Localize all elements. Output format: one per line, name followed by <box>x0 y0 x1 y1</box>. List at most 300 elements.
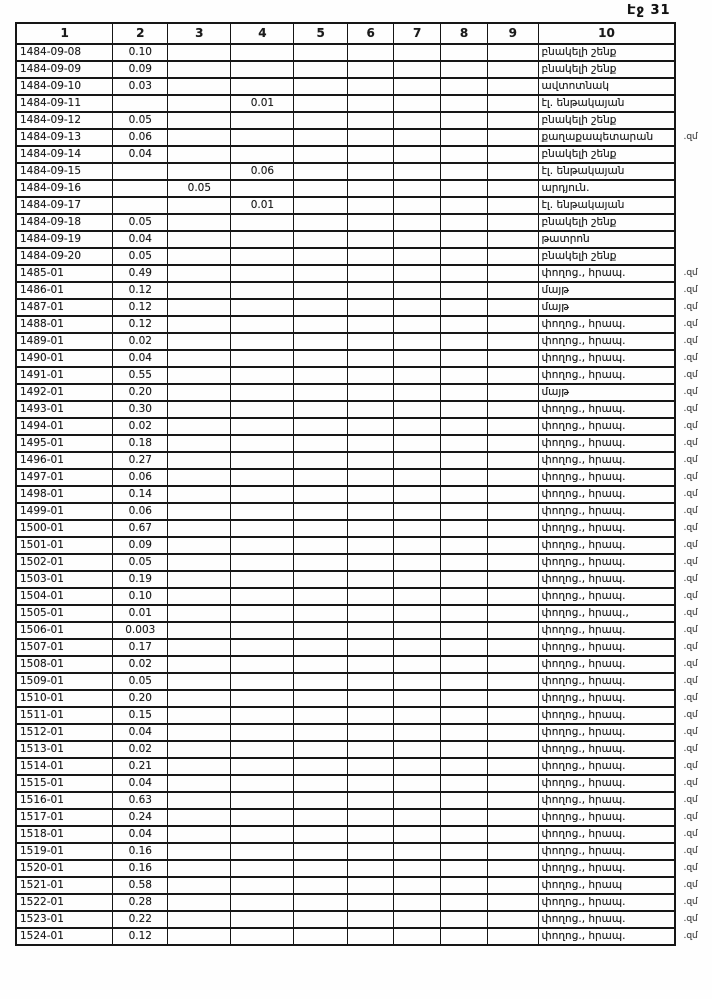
value-col2-cell: 0.24 <box>113 809 168 826</box>
value-col2-cell: 0.05 <box>113 554 168 571</box>
empty-cell <box>488 741 538 758</box>
table-row <box>16 452 711 469</box>
table-row <box>16 520 711 537</box>
empty-cell <box>394 741 440 758</box>
margin-mark <box>675 231 711 248</box>
empty-cell <box>394 775 440 792</box>
margin-mark: .զմ <box>683 387 698 397</box>
parcel-id-cell: 1486-01 <box>16 282 113 299</box>
margin-mark <box>675 112 711 129</box>
value-col2-cell: 0.04 <box>113 231 168 248</box>
parcel-id-cell: 1489-01 <box>16 333 113 350</box>
empty-cell <box>488 554 538 571</box>
value-col4-cell <box>231 282 294 299</box>
value-col2-cell: 0.55 <box>113 367 168 384</box>
value-col2-cell: 0.20 <box>113 690 168 707</box>
value-col4-cell <box>231 554 294 571</box>
table-row <box>16 741 711 758</box>
empty-cell <box>347 894 393 911</box>
value-col2-cell: 0.02 <box>113 418 168 435</box>
empty-cell <box>440 639 487 656</box>
parcel-id-cell: 1494-01 <box>16 418 113 435</box>
description-cell: փողոց., հրապ. <box>538 809 675 826</box>
empty-cell <box>440 554 487 571</box>
empty-cell <box>294 724 348 741</box>
empty-cell <box>488 129 538 146</box>
empty-cell <box>394 520 440 537</box>
value-col4-cell <box>231 435 294 452</box>
description-cell: քաղաքապետարան <box>538 129 675 146</box>
value-col2-cell: 0.02 <box>113 741 168 758</box>
empty-cell <box>440 129 487 146</box>
value-col2-cell: 0.05 <box>113 112 168 129</box>
value-col4-cell <box>231 520 294 537</box>
table-row <box>16 690 711 707</box>
margin-mark <box>675 163 711 180</box>
empty-cell <box>294 877 348 894</box>
empty-cell <box>394 843 440 860</box>
value-col2-cell: 0.10 <box>113 588 168 605</box>
empty-cell <box>294 163 348 180</box>
value-col3-cell <box>168 554 231 571</box>
value-col3-cell <box>168 350 231 367</box>
empty-cell <box>347 316 393 333</box>
value-col2-cell: 0.63 <box>113 792 168 809</box>
empty-cell <box>347 537 393 554</box>
parcel-id-cell: 1517-01 <box>16 809 113 826</box>
description-cell: արդյուն. <box>538 180 675 197</box>
value-col3-cell <box>168 401 231 418</box>
empty-cell <box>394 163 440 180</box>
empty-cell <box>440 231 487 248</box>
value-col3-cell <box>168 911 231 928</box>
value-col3-cell <box>168 826 231 843</box>
value-col3-cell <box>168 758 231 775</box>
margin-mark: .զմ <box>683 336 698 346</box>
column-header-1: 1 <box>16 23 113 44</box>
table-row <box>16 860 711 877</box>
value-col4-cell <box>231 792 294 809</box>
value-col3-cell <box>168 299 231 316</box>
table-row <box>16 350 711 367</box>
description-cell: փողոց., հրապ. <box>538 503 675 520</box>
empty-cell <box>394 435 440 452</box>
empty-cell <box>394 333 440 350</box>
value-col3-cell <box>168 248 231 265</box>
empty-cell <box>347 78 393 95</box>
empty-cell <box>488 316 538 333</box>
empty-cell <box>488 877 538 894</box>
empty-cell <box>294 333 348 350</box>
empty-cell <box>488 928 538 945</box>
margin-mark <box>675 248 711 265</box>
parcel-id-cell: 1497-01 <box>16 469 113 486</box>
empty-cell <box>347 588 393 605</box>
margin-mark: .զմ <box>683 710 698 720</box>
empty-cell <box>347 707 393 724</box>
parcel-id-cell: 1519-01 <box>16 843 113 860</box>
empty-cell <box>394 129 440 146</box>
value-col4-cell <box>231 316 294 333</box>
margin-mark <box>675 214 711 231</box>
value-col3-cell <box>168 741 231 758</box>
description-cell: փողոց., հրապ. <box>538 741 675 758</box>
empty-cell <box>394 112 440 129</box>
empty-cell <box>488 78 538 95</box>
empty-cell <box>347 520 393 537</box>
value-col2-cell: 0.06 <box>113 503 168 520</box>
margin-mark: .զմ <box>683 506 698 516</box>
value-col4-cell <box>231 622 294 639</box>
table-header-row <box>16 23 711 44</box>
value-col4-cell <box>231 673 294 690</box>
margin-mark: .զմ <box>683 540 698 550</box>
empty-cell <box>347 605 393 622</box>
empty-cell <box>294 758 348 775</box>
parcel-id-cell: 1484-09-09 <box>16 61 113 78</box>
parcel-id-cell: 1504-01 <box>16 588 113 605</box>
empty-cell <box>440 95 487 112</box>
empty-cell <box>294 792 348 809</box>
table-row <box>16 673 711 690</box>
empty-cell <box>294 486 348 503</box>
description-cell: փողոց., հրապ. <box>538 435 675 452</box>
empty-cell <box>440 775 487 792</box>
empty-cell <box>440 673 487 690</box>
margin-mark: .զմ <box>683 642 698 652</box>
parcel-id-cell: 1499-01 <box>16 503 113 520</box>
value-col3-cell <box>168 639 231 656</box>
value-col3-cell <box>168 843 231 860</box>
value-col3-cell <box>168 877 231 894</box>
empty-cell <box>488 656 538 673</box>
empty-cell <box>347 724 393 741</box>
empty-cell <box>394 503 440 520</box>
empty-cell <box>294 350 348 367</box>
empty-cell <box>294 248 348 265</box>
value-col2-cell: 0.30 <box>113 401 168 418</box>
value-col4-cell <box>231 486 294 503</box>
description-cell: փողոց., հրապ. <box>538 452 675 469</box>
empty-cell <box>394 452 440 469</box>
empty-cell <box>488 792 538 809</box>
value-col3-cell <box>168 435 231 452</box>
table-row <box>16 758 711 775</box>
empty-cell <box>440 435 487 452</box>
value-col3-cell <box>168 78 231 95</box>
empty-cell <box>440 163 487 180</box>
empty-cell <box>347 384 393 401</box>
value-col2-cell: 0.003 <box>113 622 168 639</box>
empty-cell <box>294 231 348 248</box>
empty-cell <box>488 588 538 605</box>
parcel-id-cell: 1488-01 <box>16 316 113 333</box>
empty-cell <box>394 639 440 656</box>
empty-cell <box>488 367 538 384</box>
margin-mark: .զմ <box>683 132 698 142</box>
column-header-8: 8 <box>440 23 487 44</box>
margin-mark: .զմ <box>683 455 698 465</box>
empty-cell <box>488 775 538 792</box>
empty-cell <box>294 928 348 945</box>
parcel-id-cell: 1484-09-10 <box>16 78 113 95</box>
description-cell: փողոց., հրապ. <box>538 588 675 605</box>
empty-cell <box>440 265 487 282</box>
empty-cell <box>488 180 538 197</box>
margin-mark: .զմ <box>683 523 698 533</box>
empty-cell <box>440 877 487 894</box>
value-col4-cell <box>231 724 294 741</box>
value-col4-cell <box>231 333 294 350</box>
description-cell: փողոց., հրապ. <box>538 690 675 707</box>
parcel-id-cell: 1485-01 <box>16 265 113 282</box>
empty-cell <box>440 214 487 231</box>
empty-cell <box>440 112 487 129</box>
empty-cell <box>347 690 393 707</box>
margin-mark: .զմ <box>683 727 698 737</box>
parcel-id-cell: 1510-01 <box>16 690 113 707</box>
empty-cell <box>488 571 538 588</box>
empty-cell <box>394 605 440 622</box>
empty-cell <box>440 588 487 605</box>
empty-cell <box>394 537 440 554</box>
value-col2-cell: 0.12 <box>113 282 168 299</box>
empty-cell <box>440 469 487 486</box>
margin-mark: .զմ <box>683 608 698 618</box>
empty-cell <box>440 486 487 503</box>
description-cell: փողոց., հրապ. <box>538 265 675 282</box>
margin-mark: .զմ <box>683 812 698 822</box>
value-col2-cell: 0.67 <box>113 520 168 537</box>
description-cell: մայթ <box>538 282 675 299</box>
value-col2-cell: 0.10 <box>113 44 168 61</box>
table-row <box>16 486 711 503</box>
empty-cell <box>440 758 487 775</box>
column-header-3: 3 <box>168 23 231 44</box>
value-col4-cell <box>231 690 294 707</box>
margin-mark: .զմ <box>683 676 698 686</box>
value-col2-cell <box>113 163 168 180</box>
empty-cell <box>394 282 440 299</box>
description-cell: փողոց., հրապ. <box>538 707 675 724</box>
parcel-id-cell: 1514-01 <box>16 758 113 775</box>
empty-cell <box>394 792 440 809</box>
description-cell: փողոց., հրապ. <box>538 826 675 843</box>
empty-cell <box>347 367 393 384</box>
table-row <box>16 843 711 860</box>
value-col4-cell <box>231 503 294 520</box>
empty-cell <box>347 129 393 146</box>
parcel-id-cell: 1521-01 <box>16 877 113 894</box>
description-cell: փողոց., հրապ. <box>538 486 675 503</box>
description-cell: բնակելի շենք <box>538 44 675 61</box>
empty-cell <box>440 299 487 316</box>
description-cell: էլ. ենթակայան <box>538 95 675 112</box>
column-header-4: 4 <box>231 23 294 44</box>
empty-cell <box>294 384 348 401</box>
empty-cell <box>440 571 487 588</box>
empty-cell <box>488 758 538 775</box>
value-col2-cell: 0.04 <box>113 146 168 163</box>
empty-cell <box>440 78 487 95</box>
empty-cell <box>294 197 348 214</box>
empty-cell <box>347 877 393 894</box>
margin-mark: .զմ <box>683 931 698 941</box>
table-row <box>16 877 711 894</box>
parcel-id-cell: 1520-01 <box>16 860 113 877</box>
value-col2-cell: 0.12 <box>113 316 168 333</box>
value-col2-cell: 0.18 <box>113 435 168 452</box>
empty-cell <box>440 843 487 860</box>
description-cell: փողոց., հրապ. <box>538 928 675 945</box>
empty-cell <box>440 520 487 537</box>
value-col3-cell <box>168 622 231 639</box>
table-row <box>16 639 711 656</box>
table-row <box>16 401 711 418</box>
description-cell: բնակելի շենք <box>538 214 675 231</box>
value-col4-cell <box>231 775 294 792</box>
value-col2-cell: 0.05 <box>113 248 168 265</box>
value-col2-cell <box>113 180 168 197</box>
empty-cell <box>294 673 348 690</box>
table-row <box>16 214 711 231</box>
empty-cell <box>394 894 440 911</box>
parcel-id-cell: 1512-01 <box>16 724 113 741</box>
value-col4-cell: 0.06 <box>231 163 294 180</box>
table-row <box>16 180 711 197</box>
empty-cell <box>440 367 487 384</box>
value-col3-cell: 0.05 <box>168 180 231 197</box>
empty-cell <box>488 894 538 911</box>
value-col3-cell <box>168 316 231 333</box>
empty-cell <box>488 452 538 469</box>
table-row <box>16 928 711 945</box>
value-col2-cell: 0.05 <box>113 214 168 231</box>
empty-cell <box>488 673 538 690</box>
empty-cell <box>440 911 487 928</box>
empty-cell <box>294 741 348 758</box>
empty-cell <box>488 282 538 299</box>
empty-cell <box>347 248 393 265</box>
empty-cell <box>488 248 538 265</box>
empty-cell <box>394 350 440 367</box>
empty-cell <box>440 384 487 401</box>
margin-mark: .զմ <box>683 863 698 873</box>
value-col4-cell <box>231 809 294 826</box>
value-col3-cell <box>168 724 231 741</box>
empty-cell <box>440 860 487 877</box>
value-col2-cell: 0.03 <box>113 78 168 95</box>
empty-cell <box>347 775 393 792</box>
margin-mark: .զմ <box>683 625 698 635</box>
empty-cell <box>394 78 440 95</box>
empty-cell <box>488 486 538 503</box>
table-row <box>16 894 711 911</box>
empty-cell <box>294 571 348 588</box>
empty-cell <box>347 333 393 350</box>
empty-cell <box>347 418 393 435</box>
parcel-id-cell: 1484-09-13 <box>16 129 113 146</box>
margin-mark <box>675 78 711 95</box>
description-cell: փողոց., հրապ. <box>538 724 675 741</box>
empty-cell <box>294 44 348 61</box>
empty-cell <box>347 486 393 503</box>
empty-cell <box>488 537 538 554</box>
empty-cell <box>294 775 348 792</box>
value-col2-cell: 0.17 <box>113 639 168 656</box>
value-col4-cell <box>231 350 294 367</box>
table-row <box>16 248 711 265</box>
empty-cell <box>488 724 538 741</box>
table-row <box>16 418 711 435</box>
empty-cell <box>294 622 348 639</box>
empty-cell <box>294 554 348 571</box>
empty-cell <box>488 384 538 401</box>
parcel-id-cell: 1524-01 <box>16 928 113 945</box>
empty-cell <box>440 44 487 61</box>
empty-cell <box>394 214 440 231</box>
value-col4-cell <box>231 928 294 945</box>
empty-cell <box>294 418 348 435</box>
empty-cell <box>347 146 393 163</box>
empty-cell <box>294 826 348 843</box>
value-col4-cell <box>231 537 294 554</box>
empty-cell <box>394 401 440 418</box>
margin-mark: .զմ <box>683 268 698 278</box>
empty-cell <box>347 401 393 418</box>
value-col3-cell <box>168 265 231 282</box>
table-row <box>16 333 711 350</box>
empty-cell <box>488 911 538 928</box>
value-col2-cell: 0.12 <box>113 928 168 945</box>
value-col3-cell <box>168 231 231 248</box>
value-col3-cell <box>168 809 231 826</box>
empty-cell <box>440 724 487 741</box>
value-col4-cell <box>231 588 294 605</box>
description-cell: փողոց., հրապ., <box>538 605 675 622</box>
empty-cell <box>347 639 393 656</box>
empty-cell <box>294 265 348 282</box>
parcel-id-cell: 1507-01 <box>16 639 113 656</box>
description-cell: փողոց., հրապ. <box>538 911 675 928</box>
column-header-7: 7 <box>394 23 440 44</box>
empty-cell <box>440 350 487 367</box>
empty-cell <box>394 758 440 775</box>
empty-cell <box>347 469 393 486</box>
empty-cell <box>294 112 348 129</box>
value-col2-cell: 0.06 <box>113 129 168 146</box>
empty-cell <box>394 826 440 843</box>
table-row <box>16 112 711 129</box>
empty-cell <box>440 656 487 673</box>
column-header-9: 9 <box>488 23 538 44</box>
empty-cell <box>488 44 538 61</box>
empty-cell <box>294 435 348 452</box>
value-col4-cell <box>231 911 294 928</box>
description-cell: փողոց., հրապ. <box>538 894 675 911</box>
empty-cell <box>394 95 440 112</box>
value-col4-cell <box>231 180 294 197</box>
margin-mark: .զմ <box>683 778 698 788</box>
value-col2-cell: 0.04 <box>113 775 168 792</box>
value-col4-cell <box>231 758 294 775</box>
value-col2-cell: 0.16 <box>113 843 168 860</box>
empty-cell <box>488 707 538 724</box>
parcel-id-cell: 1518-01 <box>16 826 113 843</box>
value-col2-cell: 0.22 <box>113 911 168 928</box>
empty-cell <box>347 163 393 180</box>
empty-cell <box>294 639 348 656</box>
